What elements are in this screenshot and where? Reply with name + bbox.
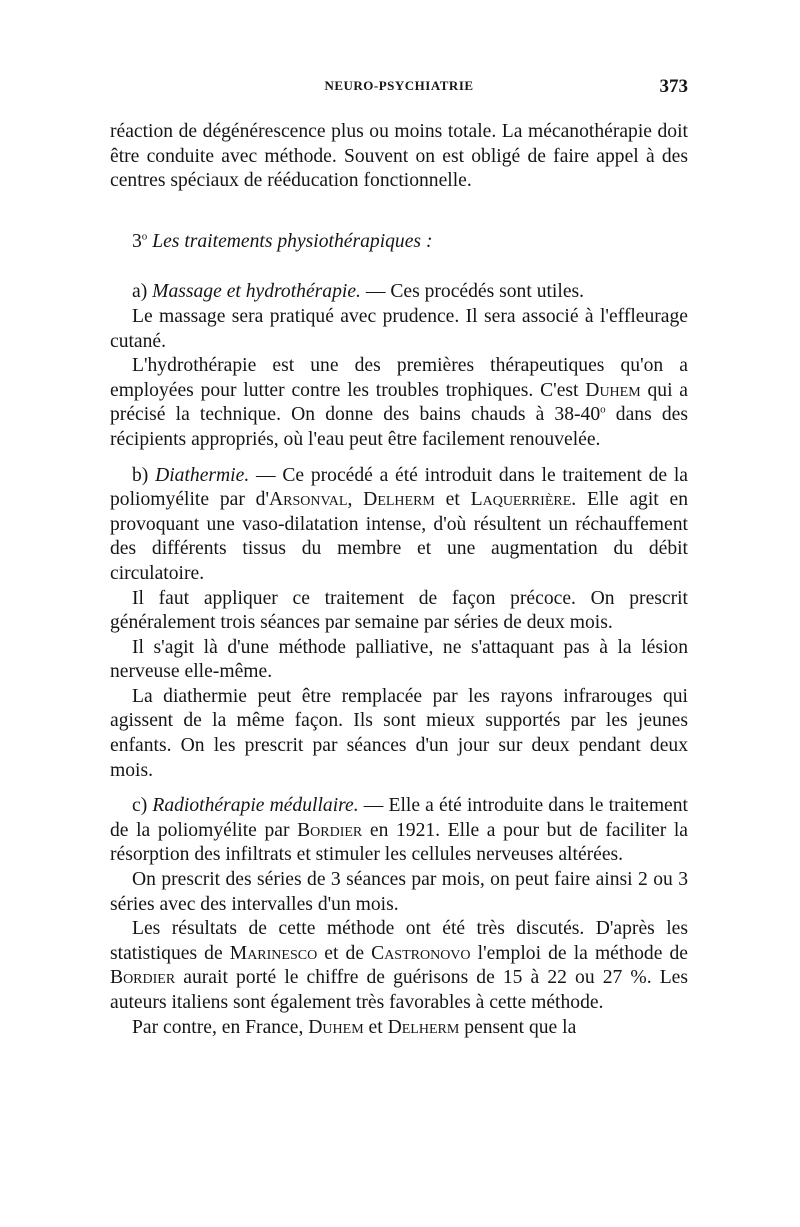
paragraph-continuation: réaction de dégénérescence plus ou moins totale. La mécanothérapie doit être conduite avec méthode. Souvent on est obligé de faire appel à des centres spéciaux de rééducation fonctionnelle.	[110, 121, 688, 192]
paragraph-b-infrared: La diathermie peut être remplacée par les rayons infrarouges qui agissent de la même façon. Ils sont mieux supportés par les jeunes enfants. On les prescrit par séances d'un jour sur deux pendant deux mois.	[110, 685, 688, 781]
subsection-title-radiotherapie: Radiothérapie médullaire.	[152, 795, 359, 817]
paragraph-c-intro: c) Radiothérapie médullaire. — Elle a été introduite dans le traitement de la poliomyélite par Bordier en 1921. Elle a pour but de faciliter la résorption des infiltrats et stimuler les cellules nerveuses altérées.	[110, 795, 688, 866]
paragraph-c-series: On prescrit des séries de 3 séances par mois, on peut faire ainsi 2 ou 3 séries avec des intervalles d'un mois.	[110, 869, 688, 915]
author-name: Castronovo	[371, 942, 471, 964]
paragraph-b-intro: b) Diathermie. — Ce procédé a été introduit dans le traitement de la poliomyélite par d'Arsonval, Delherm et Laquerrière. Elle agit en provoquant une vaso-dilatation intense, d'où résultent un réchauffement des différents tissus du membre et une augmentation du débit circulatoire.	[110, 464, 688, 584]
page-number: 373	[659, 76, 688, 97]
section-heading: 3$^o$ Les traitements physiothérapiques :	[132, 230, 433, 252]
section-title: Les traitements physiothérapiques :	[152, 230, 433, 252]
author-name: Delherm	[363, 489, 435, 511]
author-name: Marinesco	[229, 942, 318, 964]
author-name: Duhem	[585, 379, 641, 401]
author-name: Duhem	[308, 1016, 364, 1038]
book-page	[110, 76, 688, 1040]
paragraph-b-frequency: Il faut appliquer ce traitement de façon précoce. On prescrit généralement trois séances par semaine par séries de deux mois.	[110, 587, 688, 634]
subsection-title-massage: Massage et hydrothérapie.	[152, 281, 361, 303]
paragraph-b-palliative: Il s'agit là d'une méthode palliative, ne s'attaquant pas à la lésion nerveuse elle-même.	[110, 636, 688, 683]
paragraph-c-results: Les résultats de cette méthode ont été très discutés. D'après les statistiques de Marinesco et de Castronovo l'emploi de la méthode de Bordier aurait porté le chiffre de guérisons de 15 à 22 ou 27 %. Les auteurs italiens sont également très favorables à cette méthode.	[110, 918, 688, 1013]
running-head: NEURO-PSYCHIATRIE	[324, 78, 474, 93]
author-name: Delherm	[387, 1016, 460, 1038]
paragraph-a-hydrotherapy: L'hydrothérapie est une des premières thérapeutiques qu'on a employées pour lutter contre les troubles trophiques. C'est Duhem qui a précisé la technique. On donne des bains chauds à 38-40$^o$ dans des récipients appropriés, où l'eau peut être facilement renouvelée.	[110, 355, 689, 450]
author-name: Arsonval	[269, 489, 348, 511]
author-name: Laquerrière	[470, 489, 572, 511]
author-name: Bordier	[110, 967, 176, 989]
author-name: Bordier	[297, 819, 363, 841]
subsection-title-diathermie: Diathermie.	[155, 464, 250, 486]
paragraph-a-massage: Le massage sera pratiqué avec prudence. Il sera associé à l'effleurage cutané.	[110, 305, 688, 352]
page-header	[110, 76, 688, 104]
paragraph-c-france: Par contre, en France, Duhem et Delherm pensent que la	[132, 1016, 577, 1038]
paragraph-a-intro: a) Massage et hydrothérapie. — Ces procédés sont utiles.	[132, 281, 585, 303]
